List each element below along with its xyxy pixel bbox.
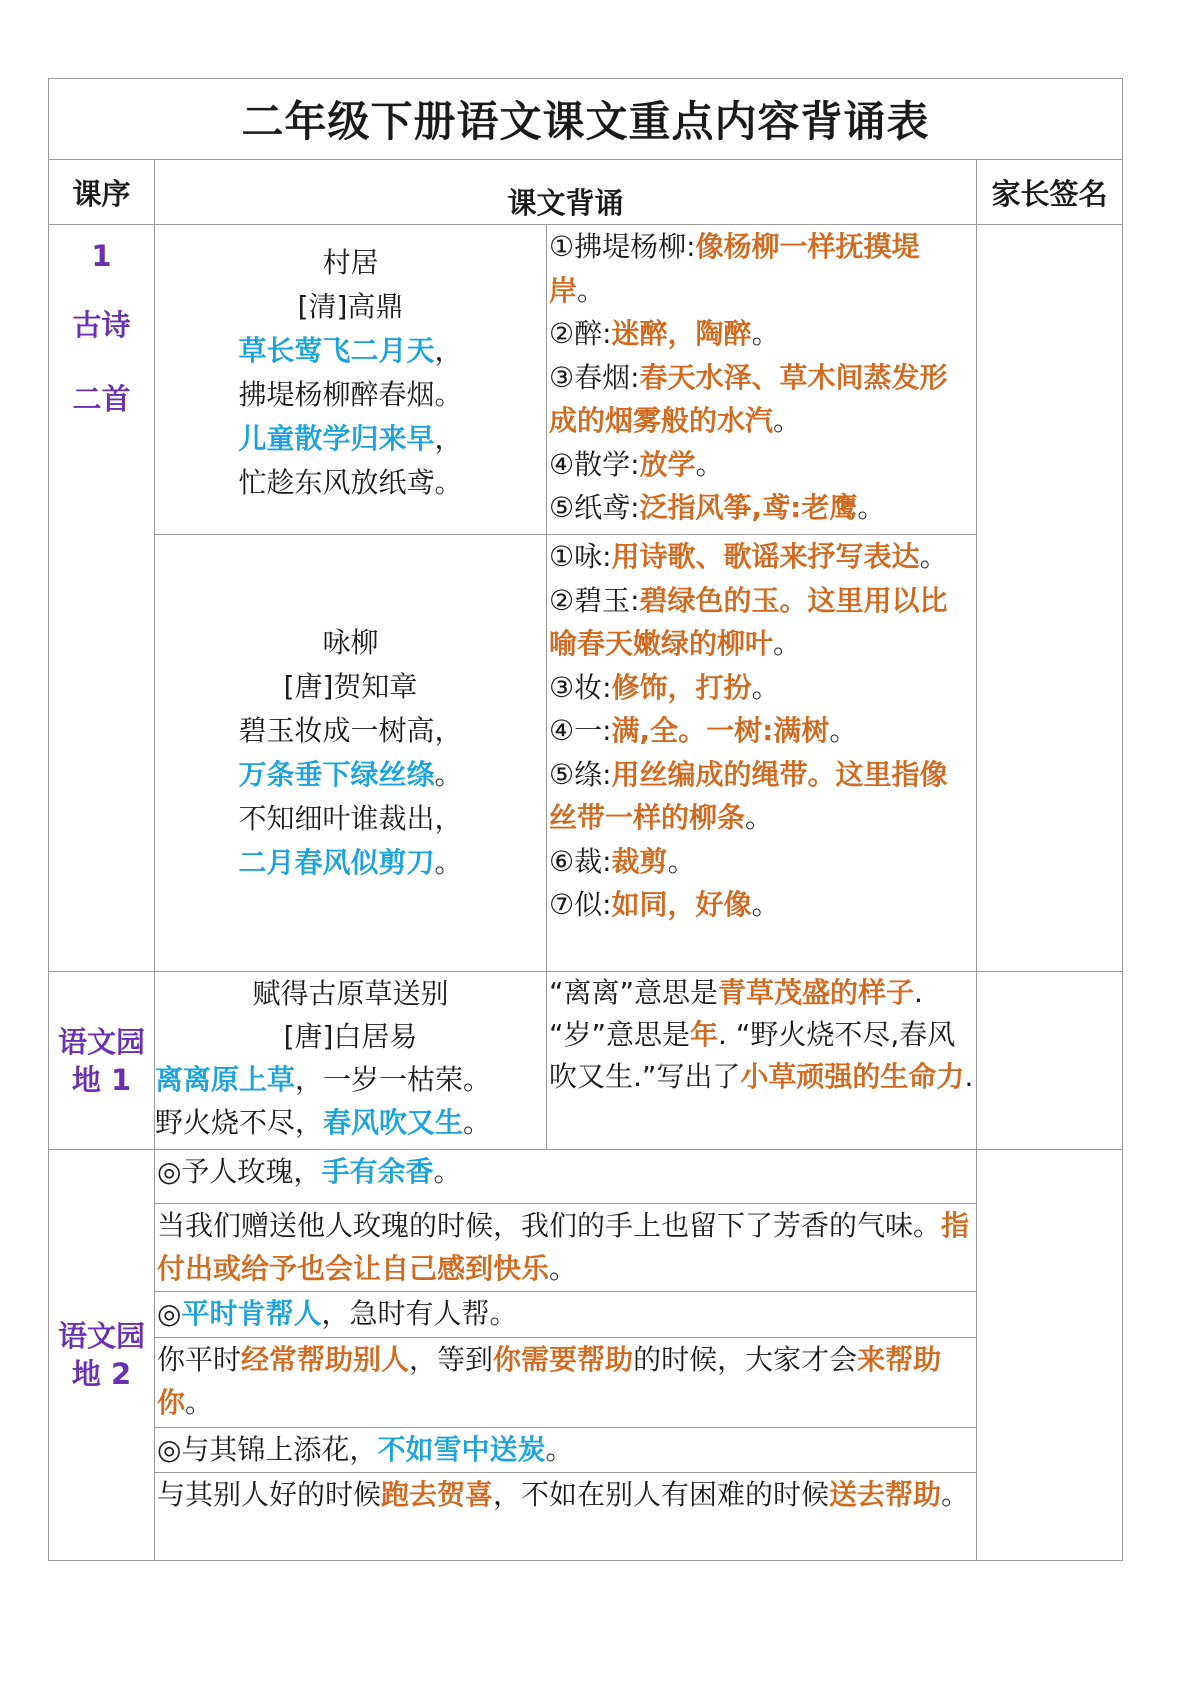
garden2-seq-cell [49, 1150, 155, 1561]
note-item: ①咏:用诗歌、歌谣来抒写表达。 [549, 540, 948, 573]
poem-cunju-cell [155, 225, 547, 535]
note-item: ②碧玉:碧绿色的玉。这里用以比喻春天嫩绿的柳叶。 [549, 583, 948, 660]
header-row [49, 160, 1123, 225]
poem-line: 儿童散学归来早， [238, 422, 463, 455]
garden2-row-s2 [49, 1292, 1123, 1338]
saying-3-explanation: 与其别人好的时候跑去贺喜，不如在别人有困难的时候送去帮助。 [155, 1473, 977, 1561]
note-item: ⑦似:如同，好像。 [549, 888, 780, 921]
saying-3: ◎与其锦上添花，不如雪中送炭。 [155, 1428, 977, 1473]
note-item: ③妆:修饰，打扮。 [549, 670, 780, 704]
poem-author: [唐]白居易 [283, 1020, 418, 1053]
garden1-row [49, 972, 1123, 1150]
lesson1-seq-cell [49, 225, 155, 972]
poem-author: [清]高鼎 [297, 290, 404, 323]
note-item: ④散学:放学。 [549, 447, 724, 481]
poem-cao-note: “离离”意思是青草茂盛的样子. “岁”意思是年. “野火烧不尽,春风吹又生.”写出了小草顽强的生命力. [547, 972, 977, 1150]
note-item: ③春烟:春天水泽、草木间蒸发形成的烟雾般的水汽。 [549, 360, 948, 437]
lesson1-row-b [49, 535, 1123, 972]
poem-line: 碧玉妆成一树高， [238, 714, 463, 747]
garden2-row-e1 [49, 1204, 1123, 1292]
poem-line-highlight: 春风吹又生 [323, 1106, 464, 1139]
garden2-row-e2 [49, 1338, 1123, 1428]
poem-line: 离离原上草，一岁一枯荣。 [155, 1063, 492, 1096]
poem-line-highlight: 离离原上草 [155, 1063, 296, 1096]
note-item: ②醉:迷醉，陶醉。 [549, 317, 780, 350]
header-parent-signature: 家长签名 [977, 160, 1123, 225]
saying-1-explanation: 当我们赠送他人玫瑰的时候，我们的手上也留下了芳香的气味。指付出或给予也会让自己感到快乐。 [155, 1204, 977, 1292]
poem-title: 赋得古原草送别 [252, 977, 449, 1010]
page-title: 二年级下册语文课文重点内容背诵表 [49, 79, 1123, 160]
recitation-sheet [48, 78, 1122, 1561]
garden2-row-s1 [49, 1150, 1123, 1204]
saying-2: ◎平时肯帮人，急时有人帮。 [155, 1292, 977, 1338]
lesson1-number: 1 [91, 239, 112, 273]
poem-title: 村居 [322, 246, 379, 279]
garden1-name-line2: 地 1 [71, 1062, 132, 1097]
poem-author: [唐]贺知章 [283, 670, 418, 703]
poem-line-highlight: 草长莺飞二月天 [238, 334, 435, 367]
note-item: ⑥裁:裁剪。 [549, 844, 696, 878]
poem-line: 忙趁东风放纸鸢。 [238, 466, 463, 499]
poem-title: 咏柳 [322, 626, 379, 659]
saying-2-explanation: 你平时经常帮助别人，等到你需要帮助的时候，大家才会来帮助你。 [155, 1338, 977, 1428]
garden2-name-line1: 语文园 [57, 1319, 145, 1353]
header-seq: 课序 [49, 160, 155, 225]
poem-line-highlight: 万条垂下绿丝绦 [238, 758, 435, 791]
poem-line: 拂堤杨柳醉春烟。 [238, 378, 463, 411]
header-recitation: 课文背诵 [155, 160, 977, 225]
garden2-row-s3 [49, 1428, 1123, 1473]
poem-cunju-notes [547, 225, 977, 535]
poem-line-highlight: 儿童散学归来早 [238, 422, 435, 455]
poem-line: 万条垂下绿丝绦。 [238, 758, 463, 791]
poem-line: 不知细叶谁裁出， [238, 802, 463, 835]
saying-1: ◎予人玫瑰，手有余香。 [155, 1150, 977, 1204]
garden1-signature-cell[interactable] [977, 972, 1123, 1150]
note-item: ⑤纸鸢:泛指风筝,鸢:老鹰。 [549, 491, 886, 524]
garden1-seq-cell [49, 972, 155, 1150]
garden1-name-line1: 语文园 [57, 1024, 145, 1059]
lesson1-name-line2: 二首 [72, 382, 131, 416]
note-item: ④一:满,全。一树:满树。 [549, 714, 858, 747]
lesson1-signature-cell[interactable] [977, 225, 1123, 972]
poem-line: 野火烧不尽，春风吹又生。 [155, 1106, 492, 1139]
note-item: ①拂堤杨柳:像杨柳一样抚摸堤岸。 [549, 230, 920, 307]
poem-line: 二月春风似剪刀。 [238, 846, 463, 879]
garden2-name-line2: 地 2 [71, 1357, 132, 1391]
poem-yongliu-notes [547, 535, 977, 972]
lesson1-name-line1: 古诗 [72, 308, 131, 342]
poem-caocell [155, 972, 547, 1150]
title-row [49, 79, 1123, 160]
poem-line-highlight: 二月春风似剪刀 [238, 846, 435, 879]
poem-yongliu-cell [155, 535, 547, 972]
note-item: ⑤绦:用丝编成的绳带。这里指像丝带一样的柳条。 [549, 757, 948, 834]
garden2-row-e3 [49, 1473, 1123, 1561]
garden2-signature-cell[interactable] [977, 1150, 1123, 1561]
poem-line: 草长莺飞二月天， [238, 334, 463, 367]
lesson1-row-a [49, 225, 1123, 535]
recitation-table [48, 78, 1123, 1561]
